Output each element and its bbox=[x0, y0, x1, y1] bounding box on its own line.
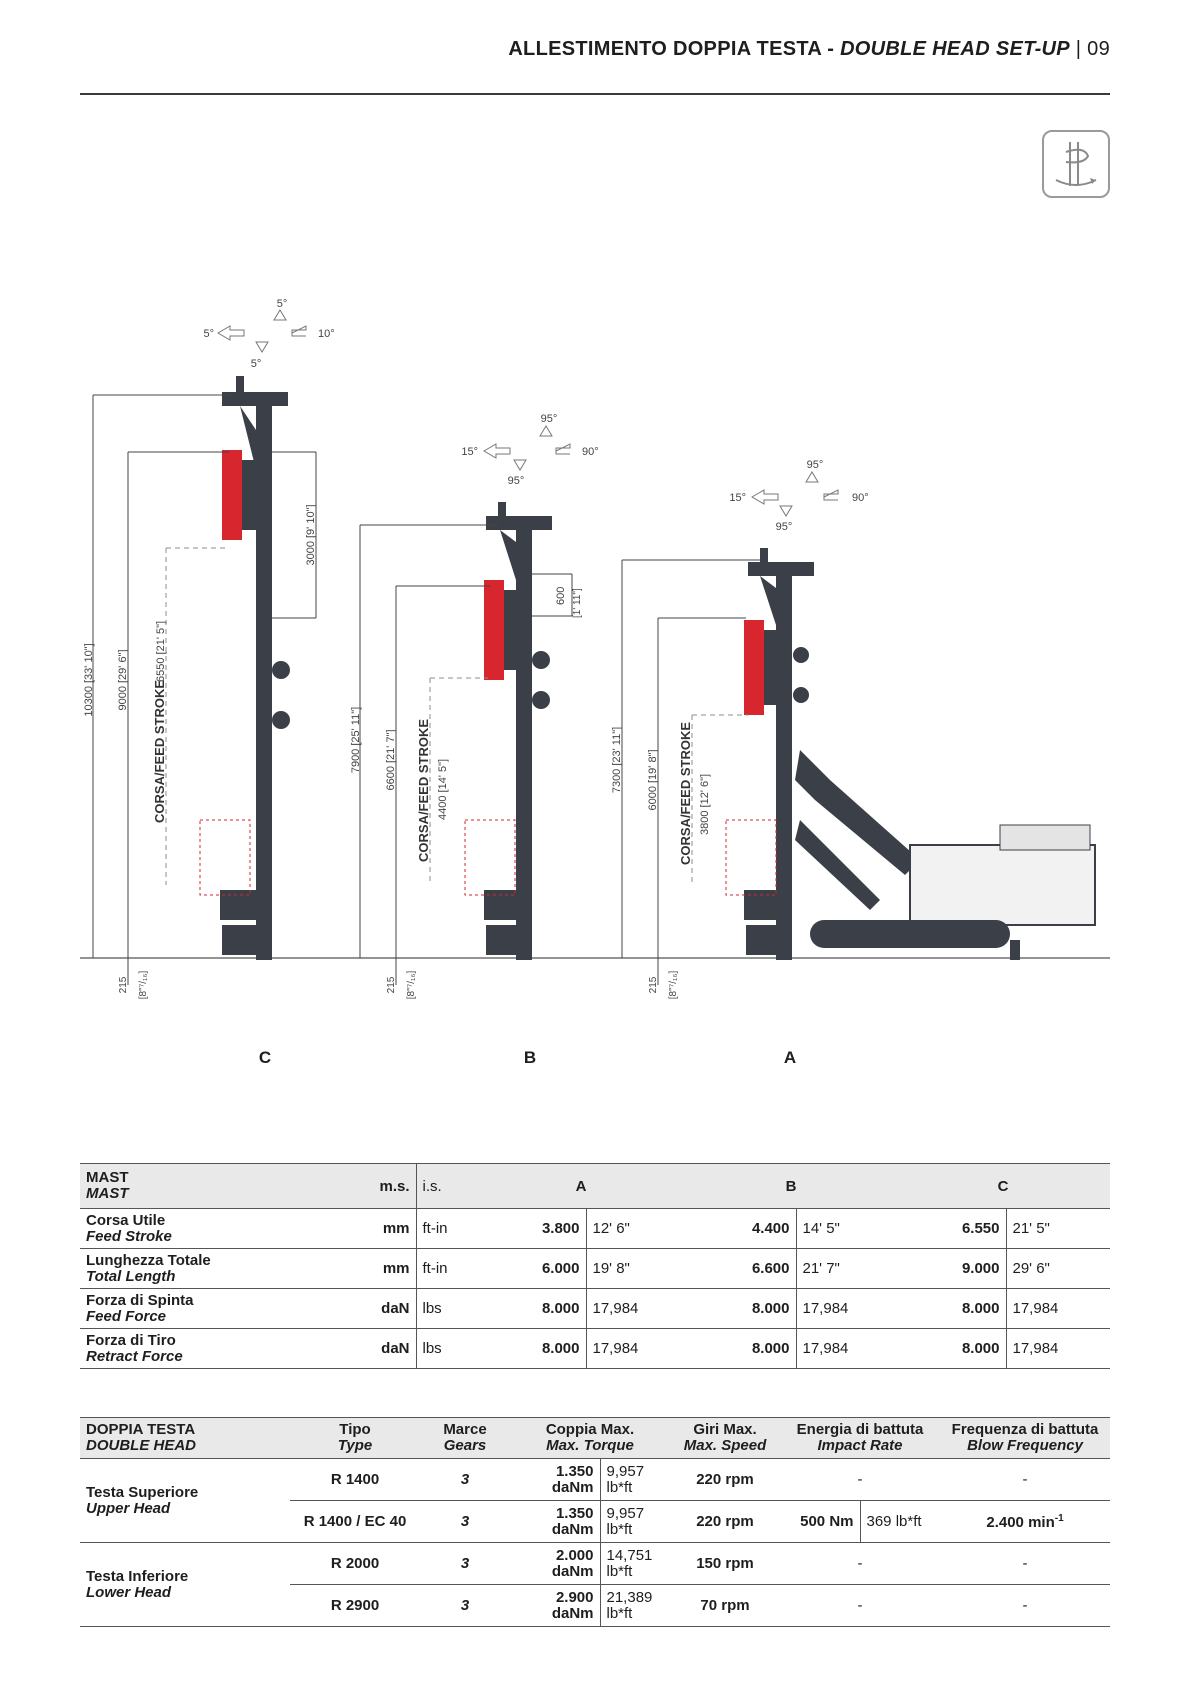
cell-speed: 220 rpm bbox=[670, 1501, 780, 1543]
dim-c-base-in: [8"⁷/₁₆] bbox=[138, 970, 149, 1000]
col-tipo: Tipo bbox=[339, 1421, 371, 1438]
page-header bbox=[80, 38, 1110, 68]
dim-a-length: 6000 [19' 8"] bbox=[647, 749, 659, 811]
cell-b: 8.000 bbox=[686, 1329, 796, 1369]
angle-c-right: 10° bbox=[318, 328, 335, 340]
angle-b-right: 90° bbox=[582, 446, 599, 458]
cell-is: lbs bbox=[416, 1329, 476, 1369]
cell-b: 6.600 bbox=[686, 1249, 796, 1289]
cell-a: 8.000 bbox=[476, 1289, 586, 1329]
cell-is: ft-in bbox=[416, 1209, 476, 1249]
cell-b-imp: 17,984 bbox=[796, 1329, 896, 1369]
cell-type: R 2900 bbox=[290, 1585, 420, 1627]
cell-torque-imp: 9,957 bbox=[606, 1462, 645, 1480]
group-upper-it: Testa Superiore bbox=[86, 1483, 199, 1501]
cell-torque-imp: 9,957 bbox=[606, 1504, 645, 1522]
cell-speed: 220 rpm bbox=[670, 1459, 780, 1501]
cell-type: R 2000 bbox=[290, 1543, 420, 1585]
cell-torque-unit: daNm bbox=[551, 1520, 594, 1538]
mast-table bbox=[80, 1163, 1110, 1369]
table-row bbox=[80, 1329, 1110, 1369]
rig-c bbox=[200, 376, 290, 960]
col-blow: Blow Frequency bbox=[967, 1437, 1083, 1454]
angle-a-bottom: 95° bbox=[775, 521, 793, 533]
dim-c-total: 10300 [33' 10"] bbox=[83, 643, 95, 717]
cell-freq: - bbox=[940, 1459, 1110, 1501]
dim-a-total: 7300 [23' 11"] bbox=[611, 726, 623, 794]
col-freq: Frequenza di battuta bbox=[951, 1421, 1099, 1438]
cell-a: 3.800 bbox=[476, 1209, 586, 1249]
cell-c-imp: 29' 6" bbox=[1006, 1249, 1110, 1289]
col-energia: Energia di battuta bbox=[796, 1421, 924, 1438]
dim-b-stroke-val: 4400 [14' 5"] bbox=[437, 758, 449, 820]
row-label-it: Forza di Spinta bbox=[86, 1291, 194, 1309]
dim-c-base: 215 bbox=[118, 976, 129, 994]
dim-c-length: 9000 [29' 6"] bbox=[117, 649, 129, 711]
angle-a-top: 95° bbox=[806, 459, 824, 471]
mast-table-header bbox=[80, 1164, 1110, 1209]
rig-a bbox=[726, 548, 1095, 960]
header-title-en: DOUBLE HEAD SET-UP bbox=[840, 38, 1070, 60]
col-speed: Max. Speed bbox=[683, 1437, 767, 1454]
cell-ms: daN bbox=[320, 1329, 416, 1369]
row-label-en: Feed Stroke bbox=[86, 1227, 172, 1245]
cell-torque-imp-unit: lb*ft bbox=[606, 1604, 633, 1622]
cell-gears: 3 bbox=[420, 1585, 510, 1627]
header-title-it: ALLESTIMENTO DOPPIA TESTA - bbox=[508, 38, 841, 60]
col-giri: Giri Max. bbox=[693, 1421, 757, 1438]
col-a: A bbox=[476, 1164, 686, 1209]
angle-a-right: 90° bbox=[852, 492, 869, 504]
mast-head-en: MAST bbox=[86, 1185, 129, 1202]
header-rule bbox=[80, 93, 1110, 95]
cell-freq: 2.400 min bbox=[986, 1513, 1055, 1531]
cell-torque-imp-unit: lb*ft bbox=[606, 1562, 633, 1580]
label-c: C bbox=[258, 1048, 272, 1067]
row-label-it: Lunghezza Totale bbox=[86, 1251, 211, 1269]
dim-b-base-in: [8"⁷/₁₆] bbox=[406, 970, 417, 1000]
cell-freq-sup: -1 bbox=[1054, 1512, 1064, 1524]
cell-gears: 3 bbox=[420, 1459, 510, 1501]
dim-b-upper: 600 bbox=[555, 586, 567, 605]
cell-gears: 3 bbox=[420, 1543, 510, 1585]
double-head-table-header bbox=[80, 1418, 1110, 1459]
row-label-en: Total Length bbox=[86, 1267, 176, 1285]
cell-torque: 2.000 bbox=[555, 1546, 594, 1564]
dim-a-base: 215 bbox=[648, 976, 659, 994]
cell-torque: 2.900 bbox=[555, 1588, 594, 1606]
table-row bbox=[80, 1249, 1110, 1289]
cell-b-imp: 17,984 bbox=[796, 1289, 896, 1329]
cell-c: 9.000 bbox=[896, 1249, 1006, 1289]
cell-impact: - bbox=[780, 1543, 940, 1585]
dim-b-base: 215 bbox=[386, 976, 397, 994]
group-upper-en: Upper Head bbox=[86, 1499, 171, 1517]
angle-c-bottom: 5° bbox=[250, 358, 262, 370]
angle-a-left: 15° bbox=[729, 492, 746, 504]
upper-head-b bbox=[484, 580, 504, 680]
label-a: A bbox=[783, 1048, 797, 1067]
label-b: B bbox=[523, 1048, 537, 1067]
dim-b-length: 6600 [21' 7"] bbox=[385, 729, 397, 791]
cell-ms: daN bbox=[320, 1289, 416, 1329]
cell-torque: 1.350 bbox=[555, 1504, 594, 1522]
col-b: B bbox=[686, 1164, 896, 1209]
cell-torque-unit: daNm bbox=[551, 1562, 594, 1580]
rig-diagram bbox=[0, 280, 1190, 1080]
cell-a-imp: 19' 8" bbox=[586, 1249, 686, 1289]
table-row bbox=[80, 1459, 1110, 1501]
cell-c: 6.550 bbox=[896, 1209, 1006, 1249]
mast-c bbox=[256, 400, 272, 960]
dim-b-stroke: CORSA/FEED STROKE bbox=[416, 718, 431, 862]
group-lower-en: Lower Head bbox=[86, 1583, 172, 1601]
dim-c-stroke-val: 6550 [21' 5"] bbox=[155, 620, 167, 682]
rig-b bbox=[465, 502, 552, 960]
table-row bbox=[80, 1209, 1110, 1249]
cell-c-imp: 21' 5" bbox=[1006, 1209, 1110, 1249]
cell-a: 6.000 bbox=[476, 1249, 586, 1289]
cell-is: ft-in bbox=[416, 1249, 476, 1289]
table-row bbox=[80, 1289, 1110, 1329]
col-impact: Impact Rate bbox=[817, 1437, 903, 1454]
group-lower-it: Testa Inferiore bbox=[86, 1567, 189, 1585]
cell-a-imp: 12' 6" bbox=[586, 1209, 686, 1249]
angle-b-left: 15° bbox=[461, 446, 478, 458]
cell-b-imp: 14' 5" bbox=[796, 1209, 896, 1249]
cell-a-imp: 17,984 bbox=[586, 1289, 686, 1329]
angle-c-left: 5° bbox=[203, 328, 214, 340]
cell-torque-unit: daNm bbox=[551, 1604, 594, 1622]
cell-c-imp: 17,984 bbox=[1006, 1329, 1110, 1369]
rotation-badge-icon bbox=[1042, 130, 1110, 198]
cell-torque-imp-unit: lb*ft bbox=[606, 1520, 633, 1538]
cell-is: lbs bbox=[416, 1289, 476, 1329]
cell-type: R 1400 bbox=[290, 1459, 420, 1501]
cell-torque-unit: daNm bbox=[551, 1478, 594, 1496]
page-number: | 09 bbox=[1075, 38, 1110, 60]
cell-b: 8.000 bbox=[686, 1289, 796, 1329]
row-label-en: Feed Force bbox=[86, 1307, 167, 1325]
col-is: i.s. bbox=[416, 1164, 476, 1209]
dim-b-upper-in: [1' 11"] bbox=[572, 588, 583, 618]
cell-ms: mm bbox=[320, 1249, 416, 1289]
col-coppia: Coppia Max. bbox=[545, 1421, 635, 1438]
dim-b-total: 7900 [25' 11"] bbox=[350, 706, 362, 774]
cell-c: 8.000 bbox=[896, 1329, 1006, 1369]
angle-b-bottom: 95° bbox=[507, 475, 525, 487]
rig-body bbox=[910, 845, 1095, 925]
angle-c-top: 5° bbox=[276, 298, 288, 310]
cell-torque: 1.350 bbox=[555, 1462, 594, 1480]
col-c: C bbox=[896, 1164, 1110, 1209]
cell-freq: - bbox=[940, 1543, 1110, 1585]
col-ms: m.s. bbox=[320, 1164, 416, 1209]
cell-b-imp: 21' 7" bbox=[796, 1249, 896, 1289]
row-label-it: Corsa Utile bbox=[86, 1211, 166, 1229]
upper-head-c bbox=[222, 450, 242, 540]
table-row bbox=[80, 1543, 1110, 1585]
cell-impact-imp: 369 lb*ft bbox=[860, 1501, 940, 1543]
dh-head-it: DOPPIA TESTA bbox=[86, 1421, 196, 1438]
double-head-table bbox=[80, 1417, 1110, 1627]
cell-a-imp: 17,984 bbox=[586, 1329, 686, 1369]
cell-type: R 1400 / EC 40 bbox=[290, 1501, 420, 1543]
mast-head-it: MAST bbox=[86, 1169, 129, 1186]
dim-a-stroke-val: 3800 [12' 6"] bbox=[699, 773, 711, 835]
dim-c-stroke: CORSA/FEED STROKE bbox=[152, 680, 167, 824]
cell-speed: 150 rpm bbox=[670, 1543, 780, 1585]
angle-b-top: 95° bbox=[540, 413, 558, 425]
crawler-track bbox=[810, 920, 1010, 948]
cell-c: 8.000 bbox=[896, 1289, 1006, 1329]
upper-head-a bbox=[744, 620, 764, 715]
cell-impact: - bbox=[780, 1459, 940, 1501]
cell-ms: mm bbox=[320, 1209, 416, 1249]
cell-a: 8.000 bbox=[476, 1329, 586, 1369]
col-type: Type bbox=[337, 1437, 373, 1454]
dim-a-stroke: CORSA/FEED STROKE bbox=[678, 721, 693, 865]
cell-impact: - bbox=[780, 1585, 940, 1627]
cell-torque-imp-unit: lb*ft bbox=[606, 1478, 633, 1496]
cell-torque-imp: 14,751 bbox=[606, 1546, 653, 1564]
col-gears: Gears bbox=[443, 1437, 487, 1454]
cell-torque-imp: 21,389 bbox=[606, 1588, 653, 1606]
col-torque: Max. Torque bbox=[546, 1437, 634, 1454]
row-label-en: Retract Force bbox=[86, 1347, 183, 1365]
dim-a-base-in: [8"⁷/₁₆] bbox=[668, 970, 679, 1000]
dh-head-en: DOUBLE HEAD bbox=[86, 1437, 197, 1454]
cell-impact: 500 Nm bbox=[780, 1501, 860, 1543]
dim-c-upper: 3000 [9' 10"] bbox=[305, 504, 317, 566]
cell-freq: - bbox=[940, 1585, 1110, 1627]
col-marce: Marce bbox=[443, 1421, 487, 1438]
row-label-it: Forza di Tiro bbox=[86, 1331, 176, 1349]
cell-gears: 3 bbox=[420, 1501, 510, 1543]
cell-c-imp: 17,984 bbox=[1006, 1289, 1110, 1329]
cell-speed: 70 rpm bbox=[670, 1585, 780, 1627]
cell-b: 4.400 bbox=[686, 1209, 796, 1249]
